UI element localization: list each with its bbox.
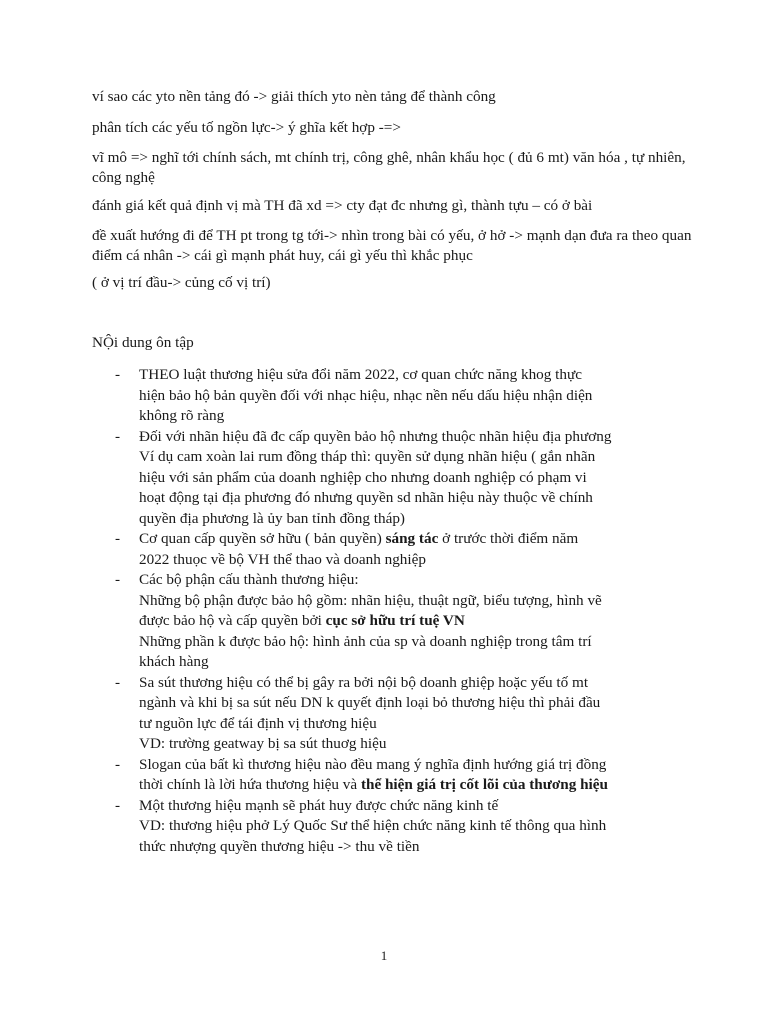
list-line — [139, 611, 692, 632]
paragraph-4: đánh giá kết quả định vị mà TH đã xd => cty đạt đc nhưng gì, thành tựu – có ở bài — [92, 197, 593, 214]
list-line: hoạt động tại địa phương đó nhưng quyền sd nhãn hiệu này thuộc về chính — [139, 489, 593, 506]
list-dash: - — [115, 796, 121, 814]
list-line — [139, 775, 692, 796]
list-line: Ví dụ cam xoàn lai rum đồng tháp thì: quyền sử dụng nhãn hiệu ( gắn nhãn — [139, 448, 596, 465]
list-line: 2022 thuọc về bộ VH thể thao và doanh nghiệp — [139, 550, 426, 568]
paragraph-6: ( ở vị trí đầu-> củng cố vị trí) — [92, 274, 271, 291]
list-line: Những bộ phận được bảo hộ gồm: nhãn hiệu, thuật ngữ, biểu tượng, hình vẽ — [139, 591, 602, 609]
text-run: Cơ quan cấp quyền sở hữu ( bản quyền) — [139, 530, 386, 547]
list-item — [92, 570, 692, 673]
text-run: được bảo hộ và cấp quyền bởi — [139, 612, 326, 629]
section-title: NỘi dung ôn tập — [92, 334, 194, 351]
list-item — [92, 673, 692, 755]
list-line: thức nhượng quyền thương hiệu -> thu về tiền — [139, 837, 420, 855]
list-dash: - — [115, 571, 121, 588]
paragraph-5: đề xuất hướng đi để TH pt trong tg tới-> nhìn trong bài có yếu, ở hở -> mạnh dạn đưa ra theo quan điểm cá nhân -> cái gì mạnh phát huy, cái gì yếu thì khắc phục — [92, 227, 692, 264]
list-line: hiện bảo hộ bản quyền đối với nhạc hiệu, nhạc nền nếu dấu hiệu nhận diện — [139, 386, 593, 404]
list-line: quyền địa phương là ủy ban tỉnh đồng tháp) — [139, 509, 405, 527]
list-dash: - — [115, 366, 121, 383]
page-number: 1 — [380, 948, 388, 963]
bold-text: cục sở hữu trí tuệ VN — [325, 612, 465, 629]
list-line: Đối với nhãn hiệu đã đc cấp quyền bảo hộ nhưng thuộc nhãn hiệu địa phương — [139, 427, 612, 445]
list-line: ngành và khi bị sa sút nếu DN k quyết định loại bỏ thương hiệu thì phải đầu — [139, 694, 601, 711]
list-dash: - — [115, 427, 121, 445]
list-line: Sa sút thương hiệu có thể bị gây ra bởi nội bộ doanh ghiệp hoặc yếu tố mt — [139, 673, 589, 691]
text-run: thời chính là lời hứa thương hiệu và — [139, 776, 361, 793]
paragraph-3: vĩ mô => nghĩ tới chính sách, mt chính trị, công ghê, nhân khẩu học ( đủ 6 mt) văn hóa , tự nhiên, công nghệ — [92, 149, 686, 186]
paragraph-2: phân tích các yếu tố ngồn lực-> ý ghĩa kết hợp -=> — [92, 119, 401, 136]
text-run: ở trước thời điểm năm — [438, 530, 579, 547]
list-item — [92, 755, 692, 796]
list-line: VD: thương hiệu phở Lý Quốc Sư thể hiện chức năng kinh tế thông qua hình — [139, 817, 607, 834]
list-line: Các bộ phận cấu thành thương hiệu: — [139, 571, 359, 588]
list-line: không rõ ràng — [139, 407, 225, 424]
list-line: THEO luật thương hiệu sửa đổi năm 2022, cơ quan chức năng khog thực — [139, 366, 582, 383]
list-item — [92, 529, 692, 570]
list-dash: - — [115, 530, 121, 547]
list-line — [139, 529, 692, 550]
list-item — [92, 796, 692, 858]
list-line: khách hàng — [139, 653, 209, 670]
list-line: hiệu với sản phẩm của doanh nghiệp cho nhưng doanh nghiệp có phạm vi — [139, 468, 587, 486]
list-line: Slogan của bất kì thương hiệu nào đều mang ý nghĩa định hướng giá trị đồng — [139, 755, 607, 773]
paragraph-1: ví sao các yto nền tảng đó -> giải thích yto nèn tảng để thành công — [92, 88, 496, 105]
list-item — [92, 365, 692, 427]
list-item — [92, 427, 692, 530]
review-list — [92, 365, 692, 857]
list-line: Một thương hiệu mạnh sẽ phát huy được chức năng kinh tế — [139, 796, 499, 814]
list-line: tư nguồn lực để tái định vị thương hiệu — [139, 714, 377, 732]
list-line: Những phần k được bảo hộ: hình ảnh của sp và doanh nghiệp trong tâm trí — [139, 632, 592, 650]
list-dash: - — [115, 755, 121, 773]
list-dash: - — [115, 673, 121, 691]
list-line: VD: trường geatway bị sa sút thuơg hiệu — [139, 735, 387, 752]
bold-text: sáng tác — [385, 530, 439, 547]
bold-text: thể hiện giá trị cốt lõi của thương hiệu — [360, 776, 608, 793]
